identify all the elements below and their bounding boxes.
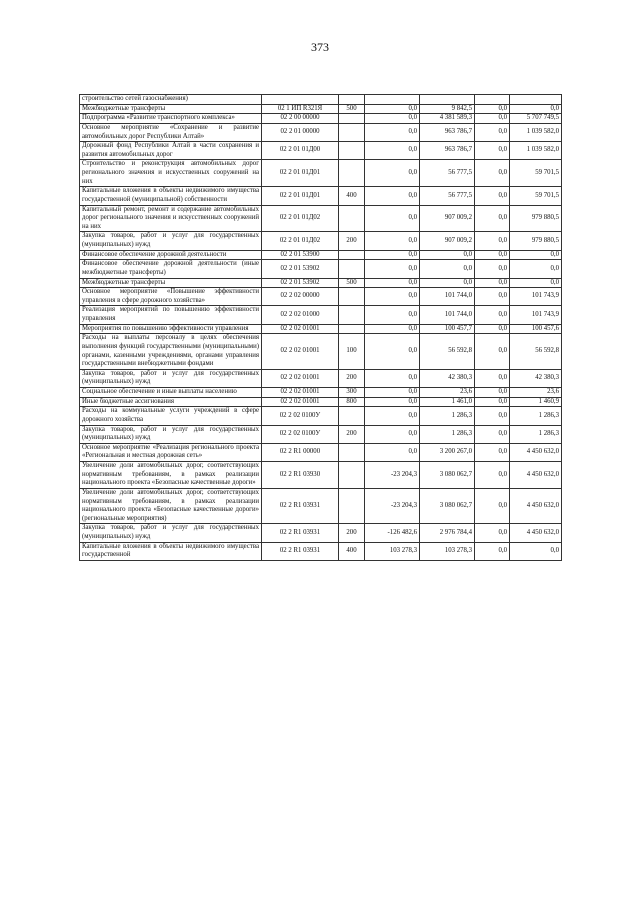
row-expense-type: 500	[339, 278, 365, 288]
row-expense-type	[339, 288, 365, 306]
row-change-next: 0,0	[475, 250, 510, 260]
row-expense-type: 400	[339, 542, 365, 560]
row-expense-type	[339, 324, 365, 334]
row-expense-type: 200	[339, 232, 365, 250]
row-name: Закупка товаров, работ и услуг для государственных (муниципальных) нужд	[80, 524, 262, 542]
row-amount	[420, 95, 475, 105]
table-row	[80, 187, 562, 205]
row-amount: 9 842,5	[420, 104, 475, 114]
row-name: Межбюджетные трансферты	[80, 104, 262, 114]
row-change-next: 0,0	[475, 324, 510, 334]
row-amount-next: 0,0	[510, 260, 562, 278]
row-change: -126 482,6	[365, 524, 420, 542]
row-name: Мероприятия по повышению эффективности управления	[80, 324, 262, 334]
row-amount-next: 101 743,9	[510, 306, 562, 324]
row-amount-next: 979 880,5	[510, 232, 562, 250]
row-change-next: 0,0	[475, 524, 510, 542]
table-row	[80, 443, 562, 461]
row-amount-next: 0,0	[510, 250, 562, 260]
table-row	[80, 397, 562, 407]
row-change: 0,0	[365, 187, 420, 205]
row-amount-next: 100 457,6	[510, 324, 562, 334]
table-row	[80, 334, 562, 370]
row-change: 103 278,3	[365, 542, 420, 560]
row-amount-next: 1 039 582,0	[510, 142, 562, 160]
row-name: Закупка товаров, работ и услуг для государственных (муниципальных) нужд	[80, 232, 262, 250]
row-change: 0,0	[365, 397, 420, 407]
row-expense-type	[339, 114, 365, 124]
row-change: 0,0	[365, 250, 420, 260]
row-name: Увеличение доли автомобильных дорог, соответствующих нормативным требованиям, в рамках реализации национального проекта «Безопасные качественные дороги» (региональные мероприятия)	[80, 488, 262, 524]
row-change-next: 0,0	[475, 369, 510, 387]
row-amount: 56 777,5	[420, 160, 475, 187]
row-expense-type	[339, 95, 365, 105]
row-amount-next: 4 450 632,0	[510, 443, 562, 461]
row-amount: 101 744,0	[420, 306, 475, 324]
row-code: 02 2 01 53900	[262, 250, 339, 260]
row-amount: 907 009,2	[420, 232, 475, 250]
row-change: 0,0	[365, 278, 420, 288]
row-amount-next: 1 460,9	[510, 397, 562, 407]
row-amount-next: 59 701,5	[510, 160, 562, 187]
row-expense-type: 100	[339, 334, 365, 370]
row-change-next: 0,0	[475, 123, 510, 141]
row-name: Основное мероприятие «Повышение эффективности управления в сфере дорожного хозяйства»	[80, 288, 262, 306]
row-amount: 1 461,0	[420, 397, 475, 407]
row-change-next: 0,0	[475, 488, 510, 524]
row-code: 02 2 R1 03931	[262, 488, 339, 524]
row-code: 02 2 01 53902	[262, 260, 339, 278]
row-amount: 23,6	[420, 388, 475, 398]
row-amount-next: 979 880,5	[510, 205, 562, 232]
row-change-next: 0,0	[475, 260, 510, 278]
table-row	[80, 95, 562, 105]
table-row	[80, 542, 562, 560]
row-name: Социальное обеспечение и иные выплаты населению	[80, 388, 262, 398]
row-expense-type	[339, 488, 365, 524]
row-amount: 56 592,8	[420, 334, 475, 370]
row-code: 02 2 R1 00000	[262, 443, 339, 461]
table-row	[80, 369, 562, 387]
row-code: 02 2 02 01001	[262, 397, 339, 407]
row-change-next: 0,0	[475, 114, 510, 124]
row-amount: 3 080 062,7	[420, 462, 475, 489]
row-expense-type	[339, 142, 365, 160]
row-code: 02 2 00 00000	[262, 114, 339, 124]
row-code: 02 2 02 0100У	[262, 407, 339, 425]
row-change-next: 0,0	[475, 187, 510, 205]
row-change: -23 204,3	[365, 488, 420, 524]
row-change-next: 0,0	[475, 397, 510, 407]
row-expense-type	[339, 250, 365, 260]
row-change: 0,0	[365, 123, 420, 141]
row-change-next: 0,0	[475, 542, 510, 560]
row-expense-type: 400	[339, 187, 365, 205]
table-row	[80, 123, 562, 141]
row-amount: 0,0	[420, 250, 475, 260]
row-change: 0,0	[365, 114, 420, 124]
row-name: Строительство и реконструкция автомобильных дорог регионального значения и искусственных сооружений на них	[80, 160, 262, 187]
row-change: 0,0	[365, 104, 420, 114]
table-row	[80, 232, 562, 250]
row-change-next: 0,0	[475, 334, 510, 370]
row-change: 0,0	[365, 306, 420, 324]
table-row	[80, 288, 562, 306]
row-amount: 3 080 062,7	[420, 488, 475, 524]
row-change	[365, 95, 420, 105]
row-change-next	[475, 95, 510, 105]
row-amount: 0,0	[420, 278, 475, 288]
row-name: строительство сетей газоснабжения)	[80, 95, 262, 105]
row-amount: 101 744,0	[420, 288, 475, 306]
row-amount-next: 42 380,3	[510, 369, 562, 387]
row-change-next: 0,0	[475, 425, 510, 443]
row-code: 02 2 02 01001	[262, 324, 339, 334]
row-change: 0,0	[365, 260, 420, 278]
table-row	[80, 250, 562, 260]
row-expense-type: 500	[339, 104, 365, 114]
table-row	[80, 462, 562, 489]
row-amount: 1 286,3	[420, 425, 475, 443]
row-change: 0,0	[365, 160, 420, 187]
row-amount-next: 23,6	[510, 388, 562, 398]
table-row	[80, 524, 562, 542]
row-name: Капитальные вложения в объекты недвижимого имущества государственной	[80, 542, 262, 560]
row-amount: 2 976 784,4	[420, 524, 475, 542]
row-amount: 0,0	[420, 260, 475, 278]
row-change-next: 0,0	[475, 232, 510, 250]
row-amount-next: 59 701,5	[510, 187, 562, 205]
row-name: Подпрограмма «Развитие транспортного комплекса»	[80, 114, 262, 124]
row-expense-type	[339, 205, 365, 232]
row-amount-next: 56 592,8	[510, 334, 562, 370]
row-code: 02 2 R1 03930	[262, 462, 339, 489]
table-row	[80, 407, 562, 425]
row-code: 02 2 01 01Д02	[262, 205, 339, 232]
row-name: Иные бюджетные ассигнования	[80, 397, 262, 407]
table-row	[80, 260, 562, 278]
row-code: 02 2 01 01Д02	[262, 232, 339, 250]
row-amount: 103 278,3	[420, 542, 475, 560]
row-code: 02 2 01 01Д01	[262, 160, 339, 187]
row-change-next: 0,0	[475, 142, 510, 160]
row-change: 0,0	[365, 142, 420, 160]
row-amount-next: 1 286,3	[510, 407, 562, 425]
row-amount: 963 786,7	[420, 142, 475, 160]
row-change: 0,0	[365, 205, 420, 232]
row-expense-type: 200	[339, 425, 365, 443]
row-expense-type: 300	[339, 388, 365, 398]
row-expense-type	[339, 443, 365, 461]
row-amount-next	[510, 95, 562, 105]
row-name: Расходы на выплаты персоналу в целях обеспечения выполнения функций государственными (муниципальными) органами, казенными учреждениями, органами управления государственными внебюджетными фондами	[80, 334, 262, 370]
row-change-next: 0,0	[475, 443, 510, 461]
budget-table	[79, 94, 562, 561]
table-row	[80, 142, 562, 160]
row-amount: 4 381 589,3	[420, 114, 475, 124]
row-change-next: 0,0	[475, 462, 510, 489]
row-name: Реализация мероприятий по повышению эффективности управления	[80, 306, 262, 324]
row-amount-next: 4 450 632,0	[510, 462, 562, 489]
row-change: 0,0	[365, 388, 420, 398]
row-amount-next: 0,0	[510, 542, 562, 560]
row-amount-next: 1 286,3	[510, 425, 562, 443]
row-change: 0,0	[365, 425, 420, 443]
row-expense-type	[339, 123, 365, 141]
row-name: Финансовое обеспечение дорожной деятельности	[80, 250, 262, 260]
row-expense-type	[339, 306, 365, 324]
row-code: 02 2 01 00000	[262, 123, 339, 141]
row-change-next: 0,0	[475, 205, 510, 232]
row-name: Основное мероприятие «Реализация регионального проекта «Региональная и местная дорожная сеть»	[80, 443, 262, 461]
row-change: -23 204,3	[365, 462, 420, 489]
table-row	[80, 425, 562, 443]
row-amount-next: 101 743,9	[510, 288, 562, 306]
row-amount: 56 777,5	[420, 187, 475, 205]
row-name: Капитальные вложения в объекты недвижимого имущества государственной (муниципальной) собственности	[80, 187, 262, 205]
row-name: Увеличение доли автомобильных дорог, соответствующих нормативным требованиям, в рамках реализации национального проекта «Безопасные качественные дороги»	[80, 462, 262, 489]
table-row	[80, 114, 562, 124]
row-name: Закупка товаров, работ и услуг для государственных (муниципальных) нужд	[80, 425, 262, 443]
row-amount-next: 4 450 632,0	[510, 488, 562, 524]
row-code: 02 2 01 01Д00	[262, 142, 339, 160]
row-change: 0,0	[365, 334, 420, 370]
row-amount-next: 5 707 749,5	[510, 114, 562, 124]
row-change: 0,0	[365, 443, 420, 461]
page-number: 373	[311, 40, 329, 54]
row-expense-type: 200	[339, 369, 365, 387]
row-change: 0,0	[365, 407, 420, 425]
row-amount: 42 380,3	[420, 369, 475, 387]
table-row	[80, 488, 562, 524]
row-amount: 1 286,3	[420, 407, 475, 425]
row-change-next: 0,0	[475, 104, 510, 114]
row-name: Капитальный ремонт, ремонт и содержание автомобильных дорог регионального значения и искусственных сооружений на них	[80, 205, 262, 232]
row-change: 0,0	[365, 288, 420, 306]
row-change: 0,0	[365, 324, 420, 334]
row-code: 02 2 01 53902	[262, 278, 339, 288]
row-name: Расходы на коммунальные услуги учреждений в сфере дорожного хозяйства	[80, 407, 262, 425]
row-code: 02 2 02 00000	[262, 288, 339, 306]
table-row	[80, 205, 562, 232]
row-name: Финансовое обеспечение дорожной деятельности (иные межбюджетные трансферты)	[80, 260, 262, 278]
row-change-next: 0,0	[475, 407, 510, 425]
row-expense-type: 200	[339, 524, 365, 542]
row-change-next: 0,0	[475, 388, 510, 398]
row-expense-type	[339, 260, 365, 278]
row-code: 02 2 02 0100У	[262, 425, 339, 443]
table-row	[80, 306, 562, 324]
row-code: 02 2 R1 03931	[262, 524, 339, 542]
row-name: Закупка товаров, работ и услуг для государственных (муниципальных) нужд	[80, 369, 262, 387]
table-row	[80, 104, 562, 114]
row-change-next: 0,0	[475, 278, 510, 288]
row-amount-next: 0,0	[510, 278, 562, 288]
row-code: 02 2 R1 03931	[262, 542, 339, 560]
row-expense-type: 800	[339, 397, 365, 407]
row-code: 02 2 02 01001	[262, 388, 339, 398]
row-amount-next: 0,0	[510, 104, 562, 114]
row-code	[262, 95, 339, 105]
table-row	[80, 388, 562, 398]
row-amount-next: 4 450 632,0	[510, 524, 562, 542]
row-amount-next: 1 039 582,0	[510, 123, 562, 141]
row-code: 02 2 01 01Д01	[262, 187, 339, 205]
row-code: 02 1 ИП R321Я	[262, 104, 339, 114]
row-amount: 907 009,2	[420, 205, 475, 232]
row-name: Дорожный фонд Республики Алтай в части сохранения и развития автомобильных дорог	[80, 142, 262, 160]
table-row	[80, 324, 562, 334]
row-code: 02 2 02 01001	[262, 369, 339, 387]
row-code: 02 2 02 01001	[262, 334, 339, 370]
row-change-next: 0,0	[475, 160, 510, 187]
row-expense-type	[339, 160, 365, 187]
row-change: 0,0	[365, 232, 420, 250]
row-amount: 963 786,7	[420, 123, 475, 141]
row-amount: 3 200 267,0	[420, 443, 475, 461]
table-row	[80, 160, 562, 187]
budget-table-body	[80, 95, 562, 561]
row-amount: 100 457,7	[420, 324, 475, 334]
row-name: Основное мероприятие «Сохранение и развитие автомобильных дорог Республики Алтай»	[80, 123, 262, 141]
row-name: Межбюджетные трансферты	[80, 278, 262, 288]
row-code: 02 2 02 01000	[262, 306, 339, 324]
row-expense-type	[339, 462, 365, 489]
row-change-next: 0,0	[475, 306, 510, 324]
row-change-next: 0,0	[475, 288, 510, 306]
table-row	[80, 278, 562, 288]
row-expense-type	[339, 407, 365, 425]
row-change: 0,0	[365, 369, 420, 387]
